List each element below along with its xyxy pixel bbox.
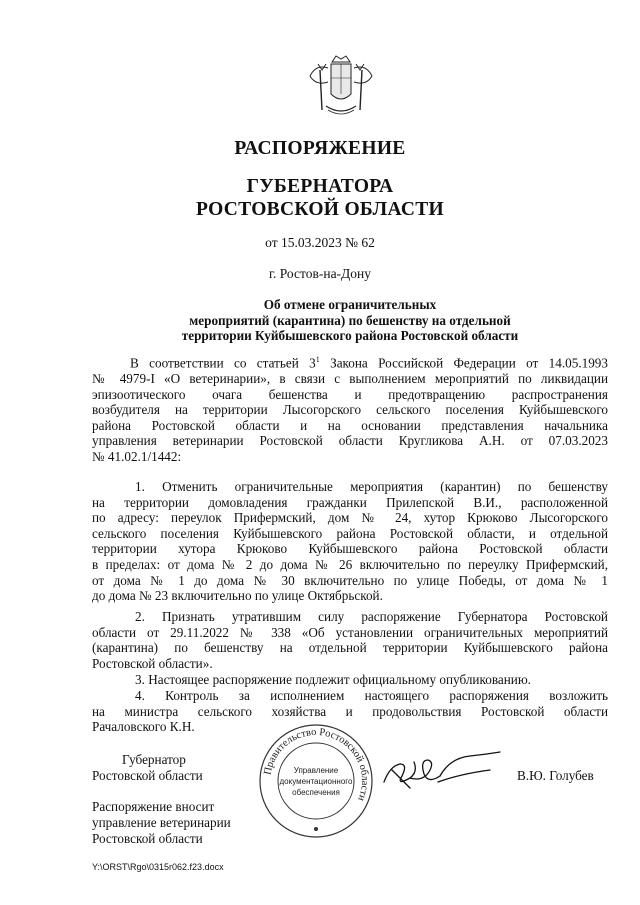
document-place: г. Ростов-на-Дону bbox=[268, 266, 371, 281]
document-date: от 15.03.2023 № 62 bbox=[265, 235, 375, 250]
signatory-title-line-2: Ростовской области bbox=[92, 768, 203, 783]
document-type: РАСПОРЯЖЕНИЕ bbox=[234, 138, 406, 159]
item-line: в пределах: от дома № 2 до дома № 26 включительно по переулку Прифермский, bbox=[92, 556, 608, 572]
title-line: Об отмене ограничительных bbox=[263, 297, 437, 312]
item-line: 1. Отменить ограничительные мероприятия (карантин) по бешенству bbox=[135, 479, 608, 494]
item-line: на территории домовладения гражданки Прилепской В.И., расположенной bbox=[92, 494, 608, 510]
preamble-line: № 4979-I «О ветеринарии», в связи с выполнением мероприятий по ликвидации bbox=[92, 370, 608, 386]
issuer-line-1: ГУБЕРНАТОРА bbox=[246, 176, 394, 197]
coat-of-arms-icon bbox=[298, 50, 384, 120]
title-line: мероприятий (карантина) по бешенству на отдельной bbox=[189, 312, 511, 328]
item-line: (карантина) по бешенству на отдельной территории Куйбышевского района bbox=[92, 640, 608, 656]
preamble-text: Закона Российской Федерации от 14.05.1993 bbox=[319, 355, 608, 371]
preamble-line: эпизоотического очага бешенства и предотвращению распространения bbox=[92, 386, 608, 402]
item-line: 4. Контроль за исполнением настоящего распоряжения возложить bbox=[135, 688, 608, 703]
item-1 bbox=[92, 479, 608, 604]
signature-icon bbox=[380, 748, 505, 792]
title-line: территории Куйбышевского района Ростовской области bbox=[181, 328, 519, 343]
signatory-title-line-1: Губернатор bbox=[122, 752, 186, 767]
item-line: территории хутора Крюково Куйбышевского района Ростовской области bbox=[92, 541, 608, 557]
file-path: Y:\ORST\Rgo\0315r062.f23.docx bbox=[92, 862, 224, 872]
preamble-line: управления ветеринарии Ростовской области Кругликова А.Н. от 07.03.2023 bbox=[92, 433, 608, 449]
preamble-line: возбудителя на территории Лысогорского сельского поселения Куйбышевского bbox=[92, 402, 608, 418]
preamble-line: района Ростовской области и на основании представления начальника bbox=[92, 417, 608, 433]
issuer-line-2: РОСТОВСКОЙ ОБЛАСТИ bbox=[195, 199, 445, 220]
submitted-by-line: управление ветеринарии bbox=[92, 815, 231, 830]
item-line: 3. Настоящее распоряжение подлежит официальному опубликованию. bbox=[135, 672, 531, 687]
item-2 bbox=[92, 609, 608, 671]
item-line: Ростовской области». bbox=[92, 655, 213, 671]
preamble-line: № 41.02.1/1442: bbox=[92, 448, 182, 464]
signatory-name: В.Ю. Голубев bbox=[517, 768, 594, 783]
official-stamp-icon bbox=[257, 722, 375, 840]
stamp-inner-line: Управление bbox=[293, 766, 339, 775]
item-line: от дома № 1 до дома № 30 включительно по улице Победы, от дома № 1 bbox=[92, 572, 608, 588]
submitted-by-line: Распоряжение вносит bbox=[92, 799, 215, 814]
preamble-text: В соответствии со статьей 3 bbox=[130, 355, 316, 371]
article-superscript: 1 bbox=[315, 355, 320, 364]
submitted-by-line: Ростовской области bbox=[92, 831, 203, 846]
stamp-ring-text: Правительство Ростовской области bbox=[262, 726, 371, 803]
item-3 bbox=[92, 672, 608, 688]
item-line: по адресу: переулок Прифермский, дом № 24, хутор Крюково Лысогорского bbox=[92, 510, 608, 526]
preamble-line bbox=[92, 352, 608, 371]
item-line: области от 29.11.2022 № 338 «Об установлении ограничительных мероприятий bbox=[92, 624, 608, 640]
item-line: Рачаловского К.Н. bbox=[92, 719, 195, 735]
item-line: 2. Признать утратившим силу распоряжение Губернатора Ростовской bbox=[135, 609, 608, 624]
preamble bbox=[92, 352, 608, 465]
item-line: на министра сельского хозяйства и продовольствия Ростовской области bbox=[92, 703, 608, 719]
stamp-inner-line: документационного bbox=[279, 777, 353, 786]
document-title bbox=[90, 297, 610, 344]
item-line: до дома № 23 включительно по улице Октябрьской. bbox=[92, 588, 383, 604]
stamp-inner-line: обеспечения bbox=[292, 788, 340, 797]
item-line: сельского поселения Куйбышевского района Ростовской области, и отдельной bbox=[92, 525, 608, 541]
